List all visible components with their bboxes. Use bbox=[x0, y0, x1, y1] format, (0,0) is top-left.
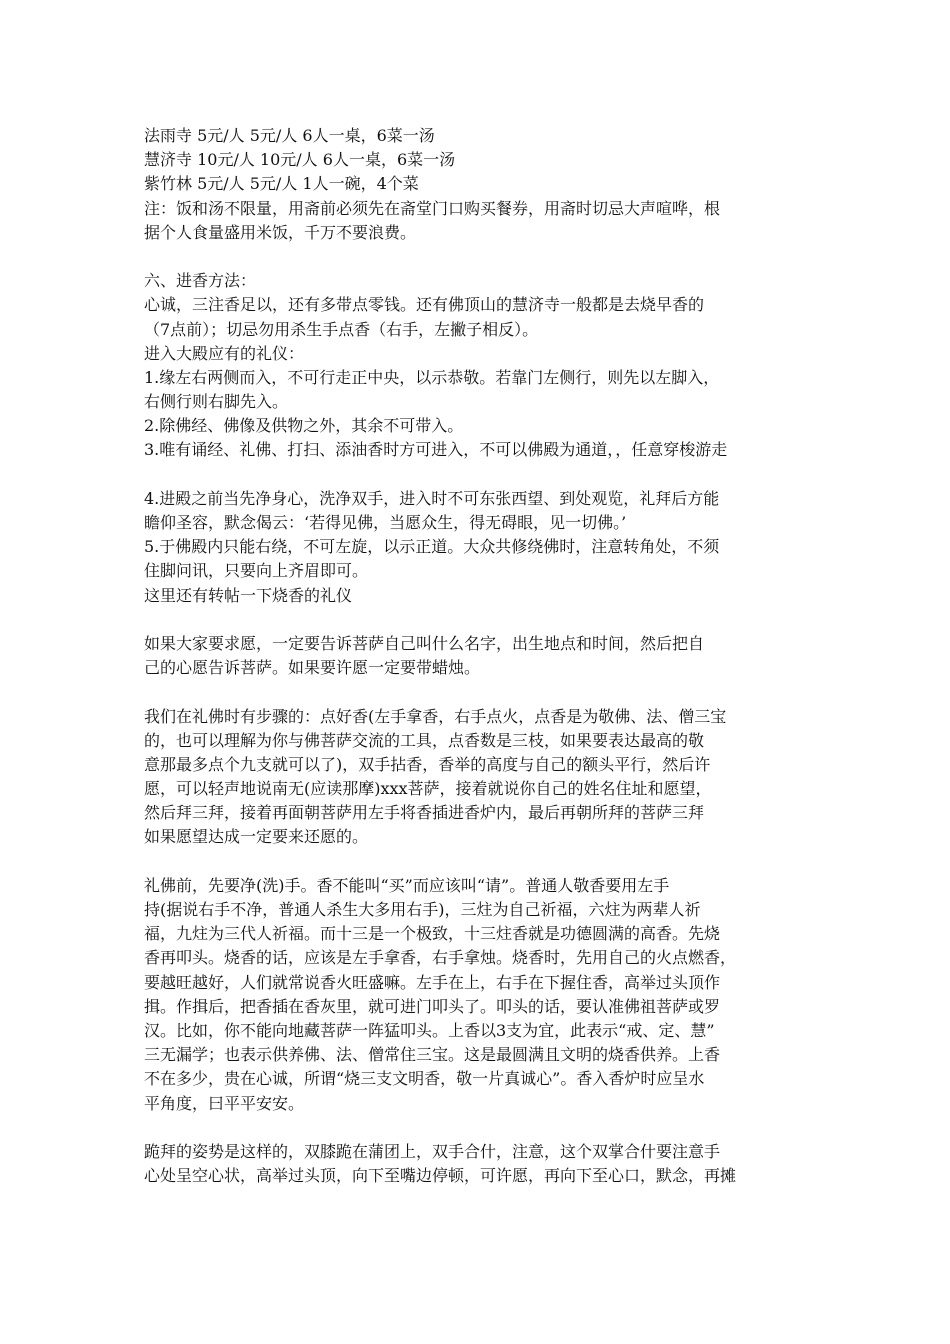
etiquette-continued bbox=[144, 487, 824, 608]
meal-list bbox=[144, 124, 824, 245]
list-item-line: 3.唯有诵经、礼佛、打扫、添油香时方可进入，不可以佛殿为通道，，任意穿梭游走 bbox=[144, 440, 728, 460]
meal-note-line: 据个人食量盛用米饭，千万不要浪费。 bbox=[144, 222, 417, 242]
blank-line bbox=[144, 608, 824, 632]
list-item-line: 瞻仰圣容，默念偈云：‘若得见佛，当愿众生，得无碍眼，见一切佛。’ bbox=[144, 513, 627, 532]
paragraph-line: 这里还有转帖一下烧香的礼仪 bbox=[144, 585, 353, 605]
paragraph-wish bbox=[144, 632, 824, 680]
paragraph-line: 要越旺越好，人们就常说香火旺盛嘛。左手在上，右手在下握住香，高举过头顶作 bbox=[144, 972, 721, 992]
section-heading: 六、进香方法： bbox=[144, 271, 257, 291]
list-item-line: 5.于佛殿内只能右绕，不可左旋，以示正道。大众共修绕佛时，注意转角处，不须 bbox=[144, 537, 720, 557]
paragraph-line: 己的心愿告诉菩萨。如果要许愿一定要带蜡烛。 bbox=[144, 658, 481, 678]
blank-line bbox=[144, 680, 824, 704]
section-incense bbox=[144, 269, 824, 463]
blank-line bbox=[144, 245, 824, 269]
meal-note-line: 注：饭和汤不限量，用斋前必须先在斋堂门口购买餐券，用斋时切忌大声喧哗，根 bbox=[144, 198, 721, 218]
paragraph-line: 平角度，曰平平安安。 bbox=[144, 1093, 305, 1113]
subheading: 进入大殿应有的礼仪： bbox=[144, 343, 305, 363]
paragraph-line: 三无漏学；也表示供养佛、法、僧常住三宝。这是最圆满且文明的烧香供养。上香 bbox=[144, 1045, 721, 1065]
paragraph-line: 心处呈空心状，高举过头顶，向下至嘴边停顿，可许愿，再向下至心口，默念，再摊 bbox=[144, 1166, 737, 1186]
list-item-line: 4.进殿之前当先净身心，洗净双手，进入时不可东张西望、到处观览，礼拜后方能 bbox=[144, 488, 720, 508]
paragraph-line: 福，九炷为三代人祈福。而十三是一个极致，十三炷香就是功德圆满的高香。先烧 bbox=[144, 924, 721, 944]
paragraph-line: 然后拜三拜，接着再面朝菩萨用左手将香插进香炉内，最后再朝所拜的菩萨三拜 bbox=[144, 803, 705, 823]
meal-line: 紫竹林 5元/人 5元/人 1人一碗，4个菜 bbox=[144, 174, 419, 194]
meal-line: 法雨寺 5元/人 5元/人 6人一桌，6菜一汤 bbox=[144, 126, 435, 145]
paragraph-line: 跪拜的姿势是这样的，双膝跪在蒲团上，双手合什，注意，这个双掌合什要注意手 bbox=[144, 1141, 721, 1161]
paragraph-kneel bbox=[144, 1140, 824, 1188]
paragraph-line: 如果愿望达成一定要来还愿的。 bbox=[144, 827, 369, 847]
paragraph-line: 的，也可以理解为你与佛菩萨交流的工具，点香数是三枝，如果要表达最高的敬 bbox=[144, 730, 705, 750]
paragraph-line: 如果大家要求愿，一定要告诉菩萨自己叫什么名字，出生地点和时间，然后把自 bbox=[144, 633, 705, 653]
list-item-line: 2.除佛经、佛像及供物之外，其余不可带入。 bbox=[144, 416, 464, 436]
blank-line bbox=[144, 850, 824, 874]
paragraph-line: 我们在礼佛时有步骤的：点好香(左手拿香，右手点火，点香是为敬佛、法、僧三宝 bbox=[144, 706, 727, 726]
list-item-line: 住脚问讯，只要向上齐眉即可。 bbox=[144, 561, 369, 581]
list-item-line: 右侧行则右脚先入。 bbox=[144, 392, 289, 412]
document-page bbox=[144, 124, 824, 1188]
paragraph-line: 心诚，三注香足以，还有多带点零钱。还有佛顶山的慧济寺一般都是去烧早香的 bbox=[144, 295, 705, 315]
blank-line bbox=[144, 1116, 824, 1140]
paragraph-line: 汉。比如，你不能向地藏菩萨一阵猛叩头。上香以3支为宜，此表示“戒、定、慧” bbox=[144, 1020, 715, 1040]
paragraph-line: 意那最多点个九支就可以了)，双手拈香，香举的高度与自己的额头平行，然后许 bbox=[144, 754, 711, 774]
paragraph-line: （7点前）；切忌勿用杀生手点香（右手，左撇子相反）。 bbox=[144, 319, 539, 339]
blank-line bbox=[144, 463, 824, 487]
paragraph-line: 不在多少，贵在心诚，所谓“烧三支文明香，敬一片真诚心”。香入香炉时应呈水 bbox=[144, 1069, 705, 1089]
list-item-line: 1.缘左右两侧而入，不可行走正中央，以示恭敬。若靠门左侧行，则先以左脚入， bbox=[144, 367, 720, 387]
paragraph-steps bbox=[144, 705, 824, 850]
meal-line: 慧济寺 10元/人 10元/人 6人一桌，6菜一汤 bbox=[144, 150, 456, 170]
paragraph-line: 礼佛前，先要净(洗)手。香不能叫“买”而应该叫“请”。普通人敬香要用左手 bbox=[144, 875, 670, 895]
paragraph-line: 愿，可以轻声地说南无(应读那摩)xxx菩萨，接着就说你自己的姓名住址和愿望， bbox=[144, 779, 712, 799]
paragraph-line: 揖。作揖后，把香插在香灰里，就可进门叩头了。叩头的话，要认准佛祖菩萨或罗 bbox=[144, 996, 721, 1016]
paragraph-before-worship bbox=[144, 874, 824, 1116]
paragraph-line: 香再叩头。烧香的话，应该是左手拿香，右手拿烛。烧香时，先用自己的火点燃香， bbox=[144, 948, 737, 968]
paragraph-line: 持(据说右手不净，普通人杀生大多用右手)，三炷为自己祈福，六炷为两辈人祈 bbox=[144, 900, 701, 919]
